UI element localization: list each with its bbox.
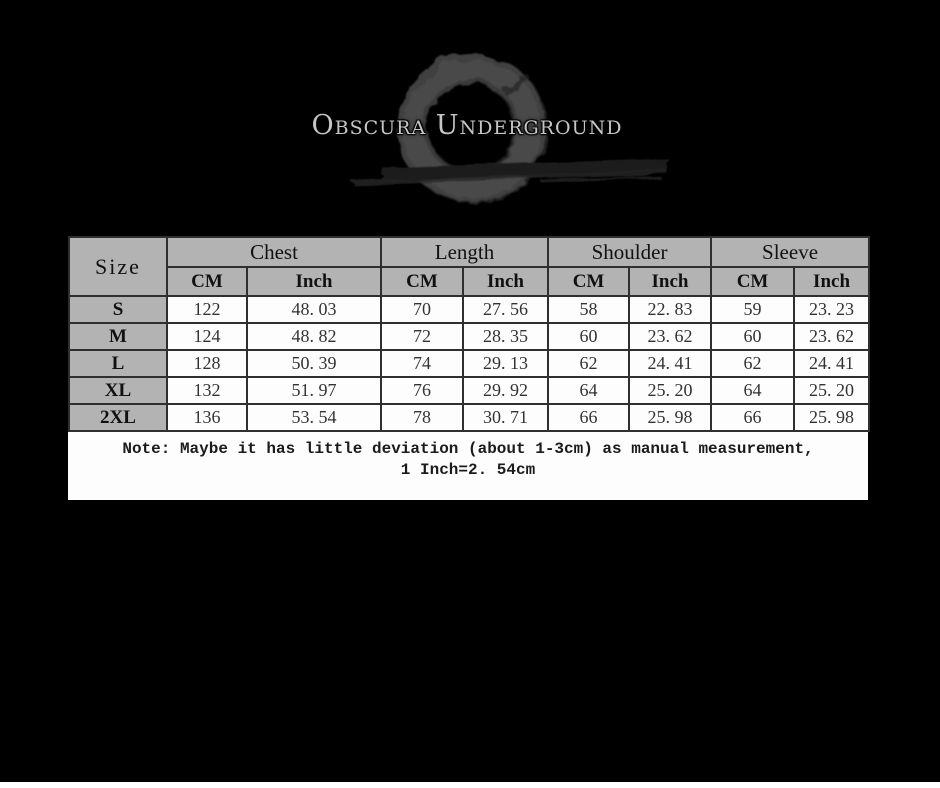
value-cell: 23. 62 <box>794 323 869 350</box>
size-table <box>68 236 870 432</box>
size-row-xl <box>69 377 869 404</box>
group-header-sleeve: Sleeve <box>711 237 869 267</box>
unit-header-shoulder-cm: CM <box>548 267 629 296</box>
value-cell: 51. 97 <box>247 377 381 404</box>
value-cell: 29. 92 <box>463 377 548 404</box>
value-cell: 132 <box>167 377 247 404</box>
unit-header-chest-inch: Inch <box>247 267 381 296</box>
size-label: 2XL <box>69 404 167 431</box>
value-cell: 23. 62 <box>629 323 711 350</box>
unit-header-sleeve-cm: CM <box>711 267 794 296</box>
value-cell: 58 <box>548 296 629 323</box>
value-cell: 76 <box>381 377 463 404</box>
size-row-l <box>69 350 869 377</box>
value-cell: 50. 39 <box>247 350 381 377</box>
value-cell: 66 <box>711 404 794 431</box>
value-cell: 25. 98 <box>629 404 711 431</box>
value-cell: 25. 98 <box>794 404 869 431</box>
size-row-2xl <box>69 404 869 431</box>
value-cell: 66 <box>548 404 629 431</box>
value-cell: 24. 41 <box>794 350 869 377</box>
unit-header-length-inch: Inch <box>463 267 548 296</box>
group-header-shoulder: Shoulder <box>548 237 711 267</box>
value-cell: 72 <box>381 323 463 350</box>
value-cell: 25. 20 <box>629 377 711 404</box>
size-label: XL <box>69 377 167 404</box>
unit-header-sleeve-inch: Inch <box>794 267 869 296</box>
size-chart-panel <box>68 236 868 500</box>
value-cell: 136 <box>167 404 247 431</box>
unit-header-length-cm: CM <box>381 267 463 296</box>
value-cell: 60 <box>548 323 629 350</box>
value-cell: 30. 71 <box>463 404 548 431</box>
size-row-s <box>69 296 869 323</box>
value-cell: 128 <box>167 350 247 377</box>
value-cell: 23. 23 <box>794 296 869 323</box>
group-header-length: Length <box>381 237 548 267</box>
value-cell: 74 <box>381 350 463 377</box>
value-cell: 64 <box>711 377 794 404</box>
group-header-row <box>69 237 869 267</box>
brand-wordmark: Obscura Underground <box>311 110 623 141</box>
value-cell: 122 <box>167 296 247 323</box>
note-line-2: 1 Inch=2. 54cm <box>400 461 536 479</box>
value-cell: 60 <box>711 323 794 350</box>
value-cell: 59 <box>711 296 794 323</box>
value-cell: 64 <box>548 377 629 404</box>
value-cell: 28. 35 <box>463 323 548 350</box>
value-cell: 62 <box>548 350 629 377</box>
size-row-m <box>69 323 869 350</box>
bottom-white-strip <box>0 782 940 788</box>
value-cell: 27. 56 <box>463 296 548 323</box>
value-cell: 70 <box>381 296 463 323</box>
size-column-header: Size <box>69 237 167 296</box>
value-cell: 124 <box>167 323 247 350</box>
unit-header-chest-cm: CM <box>167 267 247 296</box>
value-cell: 78 <box>381 404 463 431</box>
size-label: L <box>69 350 167 377</box>
value-cell: 22. 83 <box>629 296 711 323</box>
size-label: S <box>69 296 167 323</box>
value-cell: 48. 03 <box>247 296 381 323</box>
value-cell: 25. 20 <box>794 377 869 404</box>
value-cell: 48. 82 <box>247 323 381 350</box>
value-cell: 29. 13 <box>463 350 548 377</box>
unit-header-shoulder-inch: Inch <box>629 267 711 296</box>
unit-header-row <box>69 267 869 296</box>
value-cell: 62 <box>711 350 794 377</box>
measurement-note <box>68 439 868 481</box>
size-label: M <box>69 323 167 350</box>
note-line-1: Note: Maybe it has little deviation (about 1-3cm) as manual measurement, <box>122 440 814 458</box>
value-cell: 53. 54 <box>247 404 381 431</box>
group-header-chest: Chest <box>167 237 381 267</box>
value-cell: 24. 41 <box>629 350 711 377</box>
